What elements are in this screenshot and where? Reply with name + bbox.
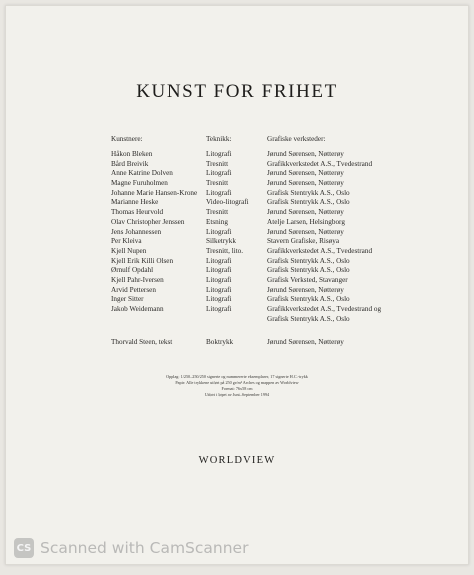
technique: Tresnitt, lito.: [206, 246, 244, 255]
artist-name: Håkon Bleken: [111, 150, 153, 158]
list-item: [5, 198, 469, 208]
column-headers: [5, 135, 469, 147]
print-workshop: Atelje Larsen, Helsingborg: [267, 217, 345, 226]
artist-name: Johanne Marie Hansen-Krone: [111, 188, 198, 197]
list-item: [5, 266, 469, 276]
artist-name: Kjell Nupen: [111, 246, 147, 255]
print-workshop: Stavern Grafiske, Risøya: [267, 237, 340, 246]
edition-notes: [5, 374, 469, 398]
list-item: [5, 228, 469, 238]
technique: Boktrykk: [206, 338, 234, 347]
list-item: [5, 179, 469, 189]
technique: Litografi: [206, 256, 232, 265]
list-item: [5, 208, 469, 218]
technique: Litografi: [206, 150, 232, 158]
print-workshop: Jørund Sørensen, Nøtterøy: [267, 169, 344, 178]
print-workshop: Jørund Sørensen, Nøtterøy: [267, 338, 344, 347]
artist-name: Ørnulf Opdahl: [111, 266, 154, 275]
text-credit-row: [5, 338, 469, 348]
print-workshop: Grafisk Stentrykk A.S., Oslo: [267, 295, 350, 304]
list-item: [5, 237, 469, 247]
list-item: [5, 218, 469, 228]
format-note: Format: 76x58 cm: [221, 386, 253, 391]
watermark-text: Scanned with CamScanner: [40, 539, 249, 557]
print-workshop: Grafisk Stentrykk A.S., Oslo: [267, 256, 350, 265]
header-artists: Kunstnere:: [111, 135, 143, 143]
technique: Tresnitt: [206, 179, 229, 188]
list-item: [5, 160, 469, 170]
print-workshop: Jørund Sørensen, Nøtterøy: [267, 179, 344, 188]
technique: Video-litografi: [206, 198, 249, 207]
print-workshop: Grafisk Stentrykk A.S., Oslo: [267, 198, 350, 207]
header-technique: Teknikk:: [206, 135, 232, 143]
paper-note: Papir: Alle trykkene utført på 250 gr/m² Arches og mappen av Worldview: [175, 380, 299, 385]
print-workshop: Jørund Sørensen, Nøtterøy: [267, 227, 344, 236]
artist-name: Inger Sitter: [111, 295, 144, 304]
print-workshop: Grafisk Verksted, Stavanger: [267, 275, 348, 284]
print-workshop: Jørund Sørensen, Nøtterøy: [267, 208, 344, 217]
camscanner-logo-icon: CS: [14, 538, 34, 558]
list-spacer: [5, 324, 469, 338]
publisher-name: WORLDVIEW: [198, 455, 276, 466]
artist-name: Jens Johannessen: [111, 227, 162, 236]
artist-name: Thomas Heurvold: [111, 208, 164, 217]
camscanner-watermark: [14, 536, 248, 560]
list-item: [5, 169, 469, 179]
artist-name: Kjell Erik Killi Olsen: [111, 256, 174, 265]
list-item: [5, 189, 469, 199]
artist-name: Magne Furuholmen: [111, 179, 168, 188]
list-item: [5, 305, 469, 315]
print-workshop: Jørund Sørensen, Nøtterøy: [267, 285, 344, 294]
print-workshop: Grafisk Stentrykk A.S., Oslo: [267, 188, 350, 197]
list-item: [5, 276, 469, 286]
technique: Litografi: [206, 275, 232, 284]
print-workshop: Jørund Sørensen, Nøtterøy: [267, 150, 344, 158]
artist-name: Marianne Heske: [111, 198, 159, 207]
technique: Litografi: [206, 227, 232, 236]
technique: Litografi: [206, 295, 232, 304]
technique: Etsning: [206, 217, 228, 226]
print-workshop: Grafisk Stentrykk A.S., Oslo: [267, 266, 350, 275]
technique: Tresnitt: [206, 159, 229, 168]
print-sheet: [5, 5, 469, 565]
technique: Silketrykk: [206, 237, 236, 246]
list-item: [5, 295, 469, 305]
list-item: [5, 257, 469, 267]
technique: Litografi: [206, 305, 232, 313]
print-workshop: Grafikkverkstedet A.S., Tvedestrand og: [267, 305, 382, 313]
list-item: [5, 315, 469, 325]
print-workshop: Grafisk Stentrykk A.S., Oslo: [267, 314, 350, 323]
document-title: KUNST FOR FRIHET: [136, 81, 338, 102]
print-workshop: Grafikkverkstedet A.S., Tvedestrand: [267, 246, 373, 255]
header-printer: Grafiske verksteder:: [267, 135, 326, 143]
edition-note: Opplag: 1/250–250/250 signerte og nummererte eksemplarer, 17 signerte H.C.-trykk: [166, 374, 308, 379]
list-item: [5, 247, 469, 257]
list-item: [5, 286, 469, 296]
technique: Litografi: [206, 266, 232, 275]
date-note: Utført i løpet av Juni–September 1994: [204, 392, 270, 397]
artist-name: Anne Katrine Dolven: [111, 169, 173, 178]
technique: Tresnitt: [206, 208, 229, 217]
artist-name: Per Kleiva: [111, 237, 142, 246]
list-item: [5, 150, 469, 160]
print-workshop: Grafikkverkstedet A.S., Tvedestrand: [267, 159, 373, 168]
technique: Litografi: [206, 285, 232, 294]
artist-name: Olav Christopher Jenssen: [111, 217, 185, 226]
artist-name: Kjell Pahr-Iversen: [111, 275, 164, 284]
artist-list: [5, 150, 469, 348]
technique: Litografi: [206, 169, 232, 178]
technique: Litografi: [206, 188, 232, 197]
artist-name: Jakob Weidemann: [111, 305, 164, 313]
artist-name: Arvid Pettersen: [111, 285, 156, 294]
author-name: Thorvald Steen, tekst: [111, 338, 173, 347]
artist-name: Bård Breivik: [111, 159, 149, 168]
